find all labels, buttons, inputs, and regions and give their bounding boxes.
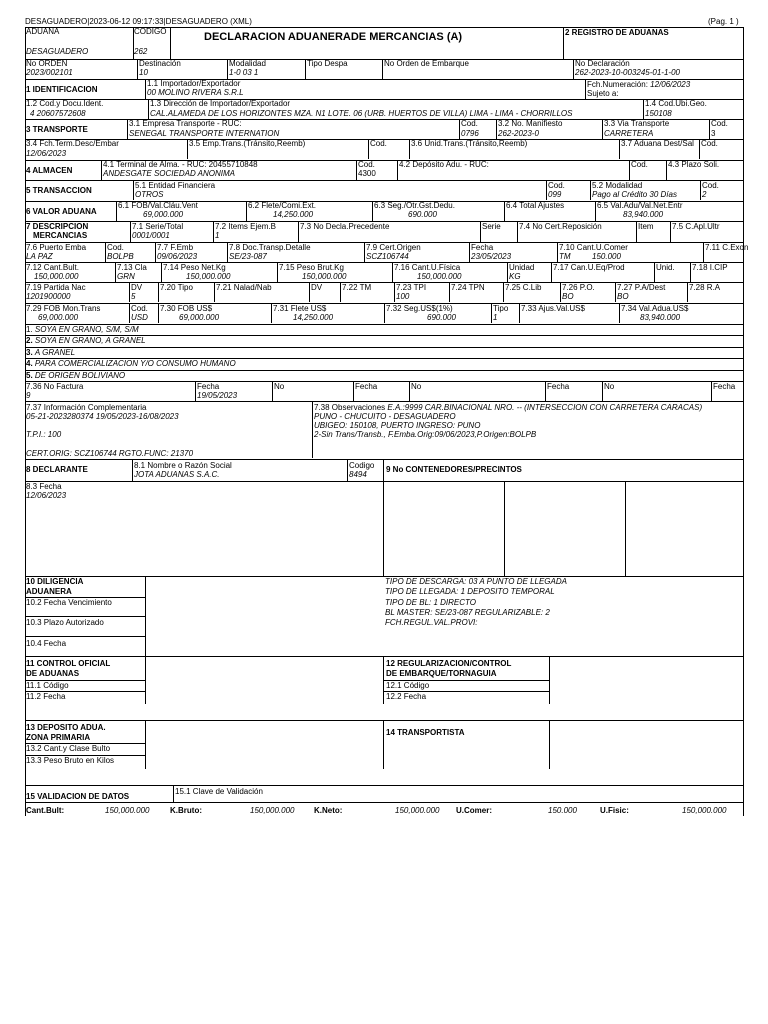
razon-social-value: JOTA ADUANAS S.A.C. <box>134 470 220 479</box>
dv2-label: DV <box>311 283 323 292</box>
flete-label: 6.2 Flete/Comi.Ext. <box>248 201 317 210</box>
via-label: 3.3 Via Transporte <box>604 119 670 128</box>
fch-regul: FCH.REGUL.VAL.PROVI: <box>385 618 478 627</box>
desc-line-1 <box>26 326 139 334</box>
tipo-label: 7.20 Tipo <box>160 283 193 292</box>
manifiesto-value: 262-2023-0 <box>498 129 539 138</box>
transportista-title: 14 TRANSPORTISTA <box>386 728 465 737</box>
cert-origen-label: 7.9 Cert.Origen <box>366 243 421 252</box>
regularizacion-title: 12 REGULARIZACION/CONTROL <box>386 659 512 668</box>
aduana-value: DESAGUADERO <box>26 47 89 56</box>
section-declarante: 8 DECLARANTE <box>26 465 88 474</box>
seguro-value: 690.000 <box>408 210 437 219</box>
info-comp-line2: T.P.I.: 100 <box>26 430 62 439</box>
pa-dest-label: 7.27 P.A/Dest <box>617 283 666 292</box>
section-de-aduanas: DE ADUANAS <box>26 669 80 678</box>
ajustes-label: 6.4 Total Ajustes <box>506 201 565 210</box>
puerto-cod-label: Cod. <box>107 243 124 252</box>
no-orden-label: No ORDEN <box>26 59 68 68</box>
fob-label: 6.1 FOB/Val.Cláu.Vent <box>118 201 198 210</box>
sujeto-label: Sujeto a: <box>587 89 619 98</box>
declarante-codigo-value: 8494 <box>349 470 367 479</box>
seguro-label: 6.3 Seg./Otr.Gst.Dedu. <box>374 201 455 210</box>
entidad-cod-value: 099 <box>548 190 562 199</box>
fob-cod-value: USD <box>131 313 148 322</box>
fob-mon-label: 7.29 FOB Mon.Trans <box>26 304 101 313</box>
desc-line-4-text: PARA COMERCIALIZACION Y/O CONSUMO HUMANO <box>34 359 236 368</box>
via-value: CARRETERA <box>604 129 654 138</box>
desc-line-5-text: DE ORIGEN BOLIVIANO <box>34 371 126 380</box>
factura-fecha3-label: Fecha <box>547 382 570 391</box>
section-diligencia: 10 DILIGENCIA <box>26 577 84 586</box>
fecha-emb-label: 7.7 F.Emb <box>157 243 194 252</box>
ajus-val-label: 7.33 Ajus.Val.US$ <box>521 304 585 313</box>
nalad-label: 7.21 Nalad/Nab <box>216 283 272 292</box>
cant-bult-label: 7.12 Cant.Bult. <box>26 263 79 272</box>
via-cod-value: 3 <box>711 129 716 138</box>
dv-value: 5 <box>131 292 136 301</box>
items-value: 1 <box>215 231 220 240</box>
info-comp-line3: CERT.ORIG: SCZ106744 RGTO.FUNC: 21370 <box>26 449 194 458</box>
fch-term-label: 3.4 Fch.Term.Desc/Embar <box>26 139 119 148</box>
val-adu-value: 83,940.000 <box>623 210 664 219</box>
entidad-value: OTROS <box>135 190 164 199</box>
embarque-label: No Orden de Embarque <box>384 59 469 68</box>
fecha-vencimiento-label: 10.2 Fecha Vencimiento <box>26 598 112 607</box>
peso-brut-value: 150,000.000 <box>302 272 347 281</box>
regul-fecha-label: 12.2 Fecha <box>386 692 427 701</box>
section-zona-primaria: ZONA PRIMARIA <box>26 733 91 742</box>
cert-fecha-label: Fecha <box>471 243 494 252</box>
cla-label: 7.13 Cla <box>117 263 147 272</box>
deposito-cod-label: Cod. <box>631 160 648 169</box>
flete-us-value: 14,250.000 <box>293 313 334 322</box>
total-bult-value: 150,000.000 <box>105 806 150 815</box>
section-aduanera: ADUANERA <box>26 587 72 596</box>
control-codigo-label: 11.1 Código <box>26 681 69 690</box>
fch-term-value: 12/06/2023 <box>26 149 67 158</box>
empresa-label: 3.1 Empresa Transporte - RUC: <box>129 119 242 128</box>
tipo-llegada: TIPO DE LLEGADA: 1 DEPOSITO TEMPORAL <box>385 587 555 596</box>
aduana-dest-cod-label: Cod. <box>701 139 718 148</box>
form-title: DECLARACION ADUANERADE MERCANCIAS (A) <box>204 31 463 43</box>
unidad-value: KG <box>509 272 521 281</box>
total-comer-label: U.Comer: <box>456 806 493 815</box>
fch-numeracion-text: Fch.Numeración: <box>587 80 648 89</box>
importador-value: 00 MOLINO RIVERA S.R.L <box>147 88 244 97</box>
pa-dest-value: BO <box>617 292 629 301</box>
declaracion-value: 262-2023-10-003245-01-1-00 <box>575 68 680 77</box>
section-identificacion: 1 IDENTIFICACION <box>26 85 98 94</box>
unid-trans-label: 3.6 Unid.Trans.(Tránsito,Reemb) <box>411 139 528 148</box>
codigo-value: 262 <box>134 47 148 56</box>
cant-fisica-label: 7.16 Cant.U.Física <box>394 263 461 272</box>
total-neto-value: 150,000.000 <box>395 806 440 815</box>
flete-us-label: 7.31 Flete US$ <box>273 304 327 313</box>
direccion-label: 1.3 Dirección de Importador/Exportador <box>150 99 291 108</box>
cant-bult-value: 150,000.000 <box>34 272 79 281</box>
modalidad-cod-value: 2 <box>702 190 707 199</box>
cant-comer-value: 150.000 <box>592 252 621 261</box>
declarante-codigo-label: Codigo <box>349 461 375 470</box>
dv-label: DV <box>131 283 143 292</box>
apl-ultr-label: 7.5 C.Apl.Ultr <box>672 222 720 231</box>
tm-label: 7.22 TM <box>342 283 372 292</box>
cert-origen-value: SCZ106744 <box>366 252 409 261</box>
tipo2-label: Tipo <box>493 304 509 313</box>
no-orden-value: 2023/002101 <box>26 68 73 77</box>
total-fisic-label: U.Fisic: <box>600 806 629 815</box>
cert-fecha-value: 23/05/2023 <box>471 252 512 261</box>
items-label: 7.2 Items Ejem.B <box>215 222 276 231</box>
doc-transp-label: 7.8 Doc.Transp.Detalle <box>229 243 311 252</box>
serie-label: Serie <box>482 222 501 231</box>
cla-value: GRN <box>117 272 135 281</box>
observaciones-line3: UBIGEO: 150108, PUERTO INGRESO: PUNO <box>314 421 481 430</box>
section-validacion: 15 VALIDACION DE DATOS <box>26 792 130 801</box>
peso-net-label: 7.14 Peso Net.Kg <box>163 263 226 272</box>
fob-cod-label: Cod. <box>131 304 148 313</box>
section-descripcion: 7 DESCRIPCION <box>26 222 89 231</box>
serie-total-label: 7.1 Serie/Total <box>132 222 184 231</box>
section-valor-aduana: 6 VALOR ADUANA <box>26 207 97 216</box>
aduana-label: ADUANA <box>26 27 60 36</box>
desc-line-1-num: 1. <box>26 325 33 334</box>
factura-fecha-value: 19/05/2023 <box>197 391 238 400</box>
observaciones-label: 7.38 Observaciones <box>314 403 386 412</box>
tipo-bl: TIPO DE BL: 1 DIRECTO <box>385 598 476 607</box>
modalidad-cod-label: Cod. <box>702 181 719 190</box>
diligencia-fecha-label: 10.4 Fecha <box>26 639 67 648</box>
doc-ident-value: 4 20607572608 <box>30 109 86 118</box>
item-label: Item <box>638 222 654 231</box>
val-adua-us-value: 83,940.000 <box>640 313 681 322</box>
total-bruto-label: K.Bruto: <box>170 806 202 815</box>
tipo-descarga: TIPO DE DESCARGA: 03 A PUNTO DE LLEGADA <box>385 577 567 586</box>
factura-label: 7.36 No Factura <box>26 382 84 391</box>
exon-label: 7.11 C.Exon <box>705 243 749 252</box>
total-bult-label: Cant.Bult: <box>26 806 65 815</box>
peso-bruto-kilos-label: 13.3 Peso Bruto en Kilos <box>26 756 115 765</box>
destinacion-label: Destinación <box>139 59 181 68</box>
plazo-label: 4.3 Plazo Soli. <box>668 160 720 169</box>
emp-trans-cod-label: Cod. <box>370 139 387 148</box>
peso-brut-label: 7.15 Peso Brut.Kg <box>279 263 344 272</box>
tpi-value: 100 <box>396 292 410 301</box>
aduana-dest-label: 3.7 Aduana Dest/Sal <box>621 139 694 148</box>
seg-us-value: 690.000 <box>427 313 456 322</box>
puerto-cod-value: BOLPB <box>107 252 134 261</box>
fob-value: 69,000.000 <box>143 210 184 219</box>
factura-fecha4-label: Fecha <box>713 382 736 391</box>
serie-total-value: 0001/0001 <box>132 231 170 240</box>
deposito-label: 4.2 Depósito Adu. - RUC: <box>399 160 489 169</box>
ubigeo-label: 1.4 Cod.Ubi.Geo. <box>645 99 707 108</box>
ubigeo-value: 150108 <box>645 109 672 118</box>
registro-title: 2 REGISTRO DE ADUANAS <box>565 28 669 37</box>
declaracion-label: No Declaración <box>575 59 630 68</box>
flete-value: 14,250.000 <box>273 210 314 219</box>
via-cod-label: Cod. <box>711 119 728 128</box>
seg-us-label: 7.32 Seg.US$(1%) <box>386 304 453 313</box>
total-comer-value: 150.000 <box>548 806 577 815</box>
entidad-cod-label: Cod. <box>548 181 565 190</box>
clave-validacion-label: 15.1 Clave de Validación <box>175 787 263 796</box>
fob-mon-value: 69,000.000 <box>38 313 79 322</box>
desc-line-1-text: SOYA EN GRANO, S/M, S/M <box>34 325 139 334</box>
puerto-value: LA PAZ <box>26 252 53 261</box>
decla-precedente-label: 7.3 No Decla.Precedente <box>300 222 390 231</box>
tipo2-value: 1 <box>493 313 498 322</box>
codigo-label: CODIGO <box>134 27 167 36</box>
factura-no3-label: No <box>411 382 422 391</box>
embarque-tornaguia: DE EMBARQUE/TORNAGUIA <box>386 669 497 678</box>
cant-clase-bulto-label: 13.2 Cant.y Clase Bulto <box>26 744 111 753</box>
tpn-label: 7.24 TPN <box>451 283 485 292</box>
desc-line-4 <box>26 360 236 368</box>
puerto-label: 7.6 Puerto Emba <box>26 243 87 252</box>
control-fecha-label: 11.2 Fecha <box>26 692 66 701</box>
fob-us-value: 69,000.000 <box>179 313 220 322</box>
desc-line-3-text: A GRANEL <box>34 348 76 357</box>
factura-fecha-label: Fecha <box>197 382 220 391</box>
modalidad-label: Modalidad <box>229 59 266 68</box>
importador-label: 1.1 Importador/Exportador <box>147 79 241 88</box>
val-adua-us-label: 7.34 Val.Adua.US$ <box>621 304 689 313</box>
factura-value: 9 <box>26 391 31 400</box>
modalidad-pago-value: Pago al Crédito 30 Días <box>592 190 677 199</box>
cant-comer-unit: TM <box>559 252 571 261</box>
bl-master: BL MASTER: SE/23-087 REGULARIZABLE: 2 <box>385 608 550 617</box>
empresa-value: SENEGAL TRANSPORTE INTERNATION <box>129 129 280 138</box>
regul-codigo-label: 12.1 Código <box>386 681 430 690</box>
clib-label: 7.25 C.Lib <box>505 283 542 292</box>
terminal-cod-value: 4300 <box>358 169 376 178</box>
modalidad-pago-label: 5.2 Modalidad <box>592 181 643 190</box>
page-number: (Pag. 1 ) <box>708 17 739 26</box>
desc-line-4-num: 4. <box>26 359 33 368</box>
cant-fisica-value: 150,000.000 <box>417 272 462 281</box>
total-bruto-value: 150,000.000 <box>250 806 295 815</box>
terminal-value: ANDESGATE SOCIEDAD ANONIMA <box>103 169 236 178</box>
section-almacen: 4 ALMACEN <box>26 166 73 175</box>
ra-label: 7.28 R.A <box>689 283 721 292</box>
factura-fecha2-label: Fecha <box>355 382 378 391</box>
desc-line-2-num: 2. <box>26 336 33 345</box>
info-comp-label: 7.37 Información Complementaria <box>26 403 147 412</box>
doc-transp-value: SE/23-087 <box>229 252 267 261</box>
val-adu-label: 6.5 Val.Adu/Val.Net.Entr <box>597 201 683 210</box>
unidad-label: Unidad <box>509 263 535 272</box>
transp-cod-value: 0796 <box>461 129 479 138</box>
tipo-despa-label: Tipo Despa <box>307 59 348 68</box>
modalidad-value: 1-0 03 1 <box>229 68 259 77</box>
total-fisic-value: 150,000.000 <box>682 806 727 815</box>
section-control-oficial: 11 CONTROL OFICIAL <box>26 659 111 668</box>
po-label: 7.26 P.O. <box>562 283 595 292</box>
fecha-declarante-label: 8.3 Fecha <box>26 482 62 491</box>
eq-prod-label: 7.17 Can.U.Eq/Prod <box>553 263 625 272</box>
fob-us-label: 7.30 FOB US$ <box>160 304 213 313</box>
observaciones-line2: PUNO - CHUCUITO - DESAGUADERO <box>314 412 456 421</box>
desc-line-3 <box>26 349 75 357</box>
desc-line-2 <box>26 337 146 345</box>
terminal-cod-label: Cod. <box>358 160 375 169</box>
fecha-declarante-value: 12/06/2023 <box>26 491 67 500</box>
destinacion-value: 10 <box>139 68 148 77</box>
section-transaccion: 5 TRANSACCION <box>26 186 92 195</box>
section-deposito: 13 DEPOSITO ADUA. <box>26 723 106 732</box>
desc-line-5-num: 5. <box>26 371 33 380</box>
plazo-autorizado-label: 10.3 Plazo Autorizado <box>26 618 104 627</box>
manifiesto-label: 3.2 No. Manifiesto <box>498 119 563 128</box>
doc-id: DESAGUADERO|2023-06-12 09:17:33|DESAGUADERO (XML) <box>25 17 252 26</box>
direccion-value: CAL.ALAMEDA DE LOS HORIZONTES MZA. N1 LOTE. 06 (URB. HUERTOS DE VILLA) LIMA - LIMA - CHORRILLOS <box>150 109 573 118</box>
observaciones-line4: 2-Sin Trans/Transb., F.Emba.Orig:09/06/2023,P.Origen:BOLPB <box>314 430 537 439</box>
cant-comer-label: 7.10 Cant.U.Comer <box>559 243 628 252</box>
doc-ident-label: 1.2 Cod.y Docu.Ident. <box>26 99 104 108</box>
section-transporte: 3 TRANSPORTE <box>26 125 88 134</box>
unid-label: Unid. <box>656 263 675 272</box>
tpi-label: 7.23 TPI <box>396 283 427 292</box>
fch-numeracion-value: 12/06/2023 <box>650 80 691 89</box>
emp-trans-label: 3.5 Emp.Trans.(Tránsito,Reemb) <box>189 139 306 148</box>
partida-label: 7.19 Partida Nac <box>26 283 86 292</box>
fecha-emb-value: 09/06/2023 <box>157 252 198 261</box>
icip-label: 7.18 I.CIP <box>692 263 728 272</box>
terminal-label: 4.1 Terminal de Alma. - RUC: 20455710848 <box>103 160 258 169</box>
desc-line-3-num: 3. <box>26 348 33 357</box>
desc-line-2-text: SOYA EN GRANO, A GRANEL <box>34 336 146 345</box>
info-comp-line1: 05-21-2023280374 19/05/2023-16/08/2023 <box>26 412 179 421</box>
factura-no2-label: No <box>274 382 285 391</box>
factura-no4-label: No <box>604 382 615 391</box>
desc-line-5 <box>26 372 125 380</box>
contenedores-title: 9 No CONTENEDORES/PRECINTOS <box>386 465 522 474</box>
entidad-label: 5.1 Entidad Financiera <box>135 181 216 190</box>
partida-value: 1201900000 <box>26 292 71 301</box>
razon-social-label: 8.1 Nombre o Razón Social <box>134 461 232 470</box>
section-mercancias: MERCANCIAS <box>33 231 88 240</box>
observaciones-line1: E.A.:9999 CAR.BINACIONAL NRO. -- (INTERSECCION CON CARRETERA CARACAS) <box>387 403 703 412</box>
reposicion-label: 7.4 No Cert.Reposición <box>519 222 602 231</box>
po-value: BO <box>562 292 574 301</box>
transp-cod-label: Cod. <box>461 119 478 128</box>
peso-net-value: 150,000.000 <box>186 272 231 281</box>
total-neto-label: K.Neto: <box>314 806 343 815</box>
